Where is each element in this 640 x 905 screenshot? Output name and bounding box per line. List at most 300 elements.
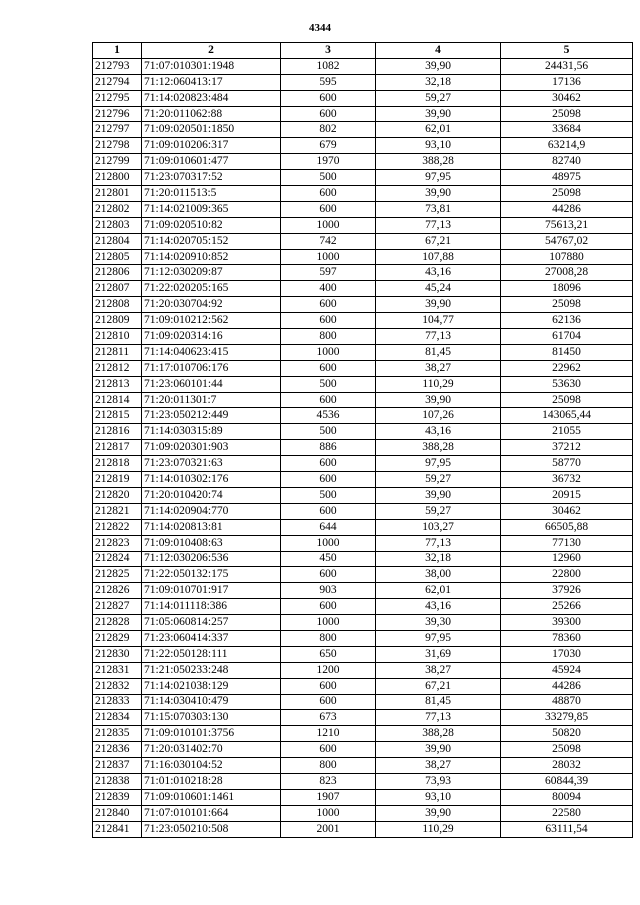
table-row (93, 360, 633, 376)
cell-col-4: 81,45 (376, 694, 501, 710)
table-row (93, 758, 633, 774)
cell-col-3: 500 (281, 376, 376, 392)
cell-col-3: 1000 (281, 535, 376, 551)
cell-number: 212827 (93, 599, 142, 615)
cell-col-5: 66505,88 (501, 519, 633, 535)
cell-col-3: 600 (281, 503, 376, 519)
cell-col-4: 73,93 (376, 773, 501, 789)
table-row (93, 662, 633, 678)
cell-col-3: 600 (281, 456, 376, 472)
cell-col-5: 53630 (501, 376, 633, 392)
cell-cadastral-id: 71:23:060101:44 (142, 376, 281, 392)
cell-col-3: 2001 (281, 821, 376, 837)
cell-number: 212838 (93, 773, 142, 789)
cell-col-5: 25098 (501, 297, 633, 313)
cell-col-3: 800 (281, 329, 376, 345)
table-row (93, 249, 633, 265)
cell-col-4: 62,01 (376, 583, 501, 599)
cell-cadastral-id: 71:09:010206:317 (142, 138, 281, 154)
table-row (93, 678, 633, 694)
column-header-5: 5 (501, 43, 633, 59)
cell-cadastral-id: 71:14:010302:176 (142, 472, 281, 488)
cell-col-4: 43,16 (376, 424, 501, 440)
cell-col-5: 77130 (501, 535, 633, 551)
cell-col-3: 1000 (281, 615, 376, 631)
cell-number: 212822 (93, 519, 142, 535)
cell-col-4: 39,90 (376, 106, 501, 122)
cell-cadastral-id: 71:14:020904:770 (142, 503, 281, 519)
cell-number: 212810 (93, 329, 142, 345)
cell-col-4: 81,45 (376, 344, 501, 360)
cell-col-5: 44286 (501, 201, 633, 217)
table-row (93, 217, 633, 233)
cell-col-3: 1210 (281, 726, 376, 742)
cell-col-5: 63214,9 (501, 138, 633, 154)
cell-col-5: 12960 (501, 551, 633, 567)
cell-col-5: 25098 (501, 742, 633, 758)
table-row (93, 503, 633, 519)
table-row (93, 408, 633, 424)
cell-col-4: 43,16 (376, 265, 501, 281)
cell-number: 212800 (93, 170, 142, 186)
cell-cadastral-id: 71:20:030704:92 (142, 297, 281, 313)
cell-cadastral-id: 71:14:020823:484 (142, 90, 281, 106)
cell-cadastral-id: 71:14:020705:152 (142, 233, 281, 249)
table-row (93, 265, 633, 281)
cell-col-4: 38,27 (376, 360, 501, 376)
cell-col-5: 17136 (501, 74, 633, 90)
cell-number: 212794 (93, 74, 142, 90)
cell-col-3: 500 (281, 424, 376, 440)
column-header-1: 1 (93, 43, 142, 59)
cell-col-4: 93,10 (376, 138, 501, 154)
cell-col-4: 59,27 (376, 90, 501, 106)
table-row (93, 424, 633, 440)
cell-cadastral-id: 71:09:010601:1461 (142, 789, 281, 805)
table-row (93, 313, 633, 329)
cell-col-4: 31,69 (376, 646, 501, 662)
cell-cadastral-id: 71:16:030104:52 (142, 758, 281, 774)
cell-col-5: 25098 (501, 392, 633, 408)
table-row (93, 710, 633, 726)
cell-number: 212831 (93, 662, 142, 678)
cell-number: 212812 (93, 360, 142, 376)
cell-col-5: 37212 (501, 440, 633, 456)
table-row (93, 726, 633, 742)
cell-col-3: 1000 (281, 217, 376, 233)
cell-col-5: 54767,02 (501, 233, 633, 249)
cell-cadastral-id: 71:20:011301:7 (142, 392, 281, 408)
cell-col-3: 1200 (281, 662, 376, 678)
cell-col-3: 800 (281, 758, 376, 774)
cell-col-5: 39300 (501, 615, 633, 631)
header-row (93, 43, 633, 59)
cell-col-4: 110,29 (376, 376, 501, 392)
cell-cadastral-id: 71:09:010701:917 (142, 583, 281, 599)
table-body (93, 58, 633, 837)
cell-col-4: 388,28 (376, 726, 501, 742)
table-row (93, 551, 633, 567)
cell-col-5: 37926 (501, 583, 633, 599)
cell-col-4: 97,95 (376, 630, 501, 646)
cell-col-5: 48975 (501, 170, 633, 186)
cell-cadastral-id: 71:22:020205:165 (142, 281, 281, 297)
cell-number: 212832 (93, 678, 142, 694)
table-row (93, 821, 633, 837)
cell-col-5: 18096 (501, 281, 633, 297)
cell-number: 212815 (93, 408, 142, 424)
cell-col-3: 500 (281, 487, 376, 503)
cell-number: 212801 (93, 186, 142, 202)
cell-cadastral-id: 71:23:070321:63 (142, 456, 281, 472)
cell-col-4: 388,28 (376, 440, 501, 456)
table-header (93, 43, 633, 59)
cell-number: 212814 (93, 392, 142, 408)
cell-col-3: 595 (281, 74, 376, 90)
table-row (93, 646, 633, 662)
cell-col-4: 107,88 (376, 249, 501, 265)
cell-number: 212811 (93, 344, 142, 360)
cell-col-3: 644 (281, 519, 376, 535)
cell-number: 212836 (93, 742, 142, 758)
cell-col-3: 903 (281, 583, 376, 599)
cell-number: 212826 (93, 583, 142, 599)
cell-col-3: 1000 (281, 344, 376, 360)
cell-col-4: 59,27 (376, 472, 501, 488)
table-row (93, 58, 633, 74)
cell-col-3: 1907 (281, 789, 376, 805)
cell-col-3: 600 (281, 90, 376, 106)
cell-col-3: 802 (281, 122, 376, 138)
cell-number: 212833 (93, 694, 142, 710)
cell-cadastral-id: 71:17:010706:176 (142, 360, 281, 376)
cell-col-3: 1970 (281, 154, 376, 170)
cell-col-5: 21055 (501, 424, 633, 440)
cell-col-3: 600 (281, 360, 376, 376)
cell-col-4: 39,90 (376, 487, 501, 503)
table-row (93, 392, 633, 408)
cell-number: 212795 (93, 90, 142, 106)
cell-number: 212825 (93, 567, 142, 583)
cell-cadastral-id: 71:20:010420:74 (142, 487, 281, 503)
cell-cadastral-id: 71:12:030209:87 (142, 265, 281, 281)
cell-number: 212806 (93, 265, 142, 281)
cell-col-5: 82740 (501, 154, 633, 170)
cell-number: 212816 (93, 424, 142, 440)
cell-col-5: 33279,85 (501, 710, 633, 726)
cell-col-3: 679 (281, 138, 376, 154)
cell-col-5: 75613,21 (501, 217, 633, 233)
cell-number: 212823 (93, 535, 142, 551)
cell-number: 212808 (93, 297, 142, 313)
cell-number: 212807 (93, 281, 142, 297)
cell-col-5: 30462 (501, 503, 633, 519)
cell-cadastral-id: 71:14:011118:386 (142, 599, 281, 615)
cell-number: 212805 (93, 249, 142, 265)
cell-cadastral-id: 71:22:050128:111 (142, 646, 281, 662)
cell-cadastral-id: 71:20:011513:5 (142, 186, 281, 202)
cell-col-3: 500 (281, 170, 376, 186)
cell-cadastral-id: 71:15:070303:130 (142, 710, 281, 726)
cell-col-4: 38,00 (376, 567, 501, 583)
table-row (93, 154, 633, 170)
page-number: 4344 (309, 22, 331, 34)
table-row (93, 773, 633, 789)
table-row (93, 281, 633, 297)
cell-cadastral-id: 71:22:050132:175 (142, 567, 281, 583)
table-row (93, 535, 633, 551)
cell-col-3: 600 (281, 472, 376, 488)
cell-number: 212837 (93, 758, 142, 774)
cell-cadastral-id: 71:12:060413:17 (142, 74, 281, 90)
cell-col-3: 600 (281, 567, 376, 583)
cell-number: 212821 (93, 503, 142, 519)
table-row (93, 789, 633, 805)
table-row (93, 694, 633, 710)
table-row (93, 297, 633, 313)
cell-cadastral-id: 71:09:010408:63 (142, 535, 281, 551)
cell-number: 212798 (93, 138, 142, 154)
cell-col-4: 59,27 (376, 503, 501, 519)
table-row (93, 186, 633, 202)
cell-number: 212841 (93, 821, 142, 837)
cell-col-5: 25098 (501, 186, 633, 202)
table-row (93, 630, 633, 646)
cell-cadastral-id: 71:07:010101:664 (142, 805, 281, 821)
cell-col-4: 39,90 (376, 297, 501, 313)
cell-col-3: 4536 (281, 408, 376, 424)
cell-cadastral-id: 71:12:030206:536 (142, 551, 281, 567)
cell-number: 212829 (93, 630, 142, 646)
cell-col-5: 33684 (501, 122, 633, 138)
table-row (93, 74, 633, 90)
cell-col-5: 45924 (501, 662, 633, 678)
cell-number: 212820 (93, 487, 142, 503)
cell-col-4: 77,13 (376, 535, 501, 551)
cell-col-3: 742 (281, 233, 376, 249)
cell-col-5: 81450 (501, 344, 633, 360)
cell-cadastral-id: 71:20:011062:88 (142, 106, 281, 122)
cell-col-5: 28032 (501, 758, 633, 774)
cell-col-3: 673 (281, 710, 376, 726)
cell-col-3: 400 (281, 281, 376, 297)
cell-col-3: 600 (281, 694, 376, 710)
cell-number: 212819 (93, 472, 142, 488)
cell-col-5: 60844,39 (501, 773, 633, 789)
data-table (92, 42, 633, 838)
cell-cadastral-id: 71:23:070317:52 (142, 170, 281, 186)
cell-col-5: 36732 (501, 472, 633, 488)
cell-number: 212824 (93, 551, 142, 567)
table-row (93, 519, 633, 535)
cell-col-5: 61704 (501, 329, 633, 345)
cell-cadastral-id: 71:14:020910:852 (142, 249, 281, 265)
cell-cadastral-id: 71:14:040623:415 (142, 344, 281, 360)
cell-col-4: 39,90 (376, 805, 501, 821)
cell-col-3: 1000 (281, 249, 376, 265)
cell-col-3: 600 (281, 106, 376, 122)
cell-col-3: 823 (281, 773, 376, 789)
table-row (93, 472, 633, 488)
cell-col-4: 32,18 (376, 74, 501, 90)
table-row (93, 233, 633, 249)
table-row (93, 615, 633, 631)
cell-cadastral-id: 71:09:020314:16 (142, 329, 281, 345)
cell-col-4: 77,13 (376, 217, 501, 233)
cell-number: 212818 (93, 456, 142, 472)
table-row (93, 344, 633, 360)
cell-cadastral-id: 71:14:021009:365 (142, 201, 281, 217)
cell-col-4: 38,27 (376, 758, 501, 774)
cell-col-5: 22580 (501, 805, 633, 821)
cell-col-4: 39,30 (376, 615, 501, 631)
cell-cadastral-id: 71:14:030410:479 (142, 694, 281, 710)
cell-col-4: 97,95 (376, 170, 501, 186)
cell-col-3: 600 (281, 297, 376, 313)
table-row (93, 456, 633, 472)
table-row (93, 440, 633, 456)
cell-number: 212817 (93, 440, 142, 456)
cell-col-3: 886 (281, 440, 376, 456)
cell-number: 212839 (93, 789, 142, 805)
cell-col-3: 600 (281, 599, 376, 615)
table-row (93, 106, 633, 122)
cell-col-5: 22800 (501, 567, 633, 583)
cell-col-5: 78360 (501, 630, 633, 646)
cell-col-3: 600 (281, 678, 376, 694)
cell-col-5: 27008,28 (501, 265, 633, 281)
cell-col-4: 77,13 (376, 710, 501, 726)
cell-col-4: 43,16 (376, 599, 501, 615)
cell-cadastral-id: 71:21:050233:248 (142, 662, 281, 678)
cell-col-4: 107,26 (376, 408, 501, 424)
cell-col-4: 103,27 (376, 519, 501, 535)
cell-col-4: 39,90 (376, 742, 501, 758)
cell-col-4: 62,01 (376, 122, 501, 138)
cell-col-4: 38,27 (376, 662, 501, 678)
cell-col-5: 48870 (501, 694, 633, 710)
table-row (93, 567, 633, 583)
cell-col-3: 600 (281, 313, 376, 329)
cell-number: 212799 (93, 154, 142, 170)
cell-col-4: 45,24 (376, 281, 501, 297)
cell-cadastral-id: 71:14:020813:81 (142, 519, 281, 535)
table-row (93, 376, 633, 392)
cell-col-5: 30462 (501, 90, 633, 106)
cell-col-3: 1082 (281, 58, 376, 74)
cell-col-5: 25098 (501, 106, 633, 122)
cell-number: 212834 (93, 710, 142, 726)
cell-col-5: 58770 (501, 456, 633, 472)
cell-number: 212793 (93, 58, 142, 74)
cell-col-5: 44286 (501, 678, 633, 694)
column-header-3: 3 (281, 43, 376, 59)
cell-col-4: 97,95 (376, 456, 501, 472)
cell-col-5: 62136 (501, 313, 633, 329)
cell-col-3: 597 (281, 265, 376, 281)
cell-cadastral-id: 71:09:010601:477 (142, 154, 281, 170)
cell-number: 212802 (93, 201, 142, 217)
cell-cadastral-id: 71:23:060414:337 (142, 630, 281, 646)
cell-cadastral-id: 71:14:030315:89 (142, 424, 281, 440)
cell-cadastral-id: 71:09:020501:1850 (142, 122, 281, 138)
cell-number: 212809 (93, 313, 142, 329)
cell-number: 212813 (93, 376, 142, 392)
cell-col-5: 25266 (501, 599, 633, 615)
cell-col-3: 800 (281, 630, 376, 646)
cell-cadastral-id: 71:09:020510:82 (142, 217, 281, 233)
cell-col-5: 20915 (501, 487, 633, 503)
cell-col-4: 388,28 (376, 154, 501, 170)
table-row (93, 170, 633, 186)
table-row (93, 90, 633, 106)
column-header-2: 2 (142, 43, 281, 59)
cell-cadastral-id: 71:23:050212:449 (142, 408, 281, 424)
cell-number: 212830 (93, 646, 142, 662)
table-row (93, 599, 633, 615)
cell-col-3: 650 (281, 646, 376, 662)
cell-number: 212840 (93, 805, 142, 821)
cell-col-4: 73,81 (376, 201, 501, 217)
cell-cadastral-id: 71:09:010212:562 (142, 313, 281, 329)
table-row (93, 742, 633, 758)
cell-col-3: 600 (281, 742, 376, 758)
cell-col-4: 39,90 (376, 58, 501, 74)
cell-col-5: 143065,44 (501, 408, 633, 424)
cell-number: 212797 (93, 122, 142, 138)
cell-cadastral-id: 71:09:010101:3756 (142, 726, 281, 742)
cell-col-5: 63111,54 (501, 821, 633, 837)
cell-col-4: 39,90 (376, 392, 501, 408)
cell-col-5: 24431,56 (501, 58, 633, 74)
cell-col-5: 17030 (501, 646, 633, 662)
cell-col-3: 1000 (281, 805, 376, 821)
cell-col-5: 80094 (501, 789, 633, 805)
cell-cadastral-id: 71:14:021038:129 (142, 678, 281, 694)
cell-cadastral-id: 71:09:020301:903 (142, 440, 281, 456)
table-row (93, 122, 633, 138)
cell-cadastral-id: 71:20:031402:70 (142, 742, 281, 758)
cell-col-4: 67,21 (376, 678, 501, 694)
cell-number: 212796 (93, 106, 142, 122)
cell-col-3: 600 (281, 186, 376, 202)
table-row (93, 487, 633, 503)
cell-col-4: 77,13 (376, 329, 501, 345)
cell-number: 212803 (93, 217, 142, 233)
cell-number: 212828 (93, 615, 142, 631)
cell-col-4: 104,77 (376, 313, 501, 329)
cell-col-5: 107880 (501, 249, 633, 265)
cell-col-3: 600 (281, 201, 376, 217)
table-row (93, 805, 633, 821)
cell-cadastral-id: 71:07:010301:1948 (142, 58, 281, 74)
cell-col-5: 50820 (501, 726, 633, 742)
cell-col-3: 450 (281, 551, 376, 567)
table-row (93, 138, 633, 154)
cell-col-5: 22962 (501, 360, 633, 376)
table-row (93, 201, 633, 217)
cell-col-4: 110,29 (376, 821, 501, 837)
table-row (93, 329, 633, 345)
cell-cadastral-id: 71:01:010218:28 (142, 773, 281, 789)
table-row (93, 583, 633, 599)
cell-col-4: 93,10 (376, 789, 501, 805)
cell-col-4: 67,21 (376, 233, 501, 249)
cell-col-3: 600 (281, 392, 376, 408)
cell-cadastral-id: 71:05:060814:257 (142, 615, 281, 631)
column-header-4: 4 (376, 43, 501, 59)
cell-number: 212804 (93, 233, 142, 249)
